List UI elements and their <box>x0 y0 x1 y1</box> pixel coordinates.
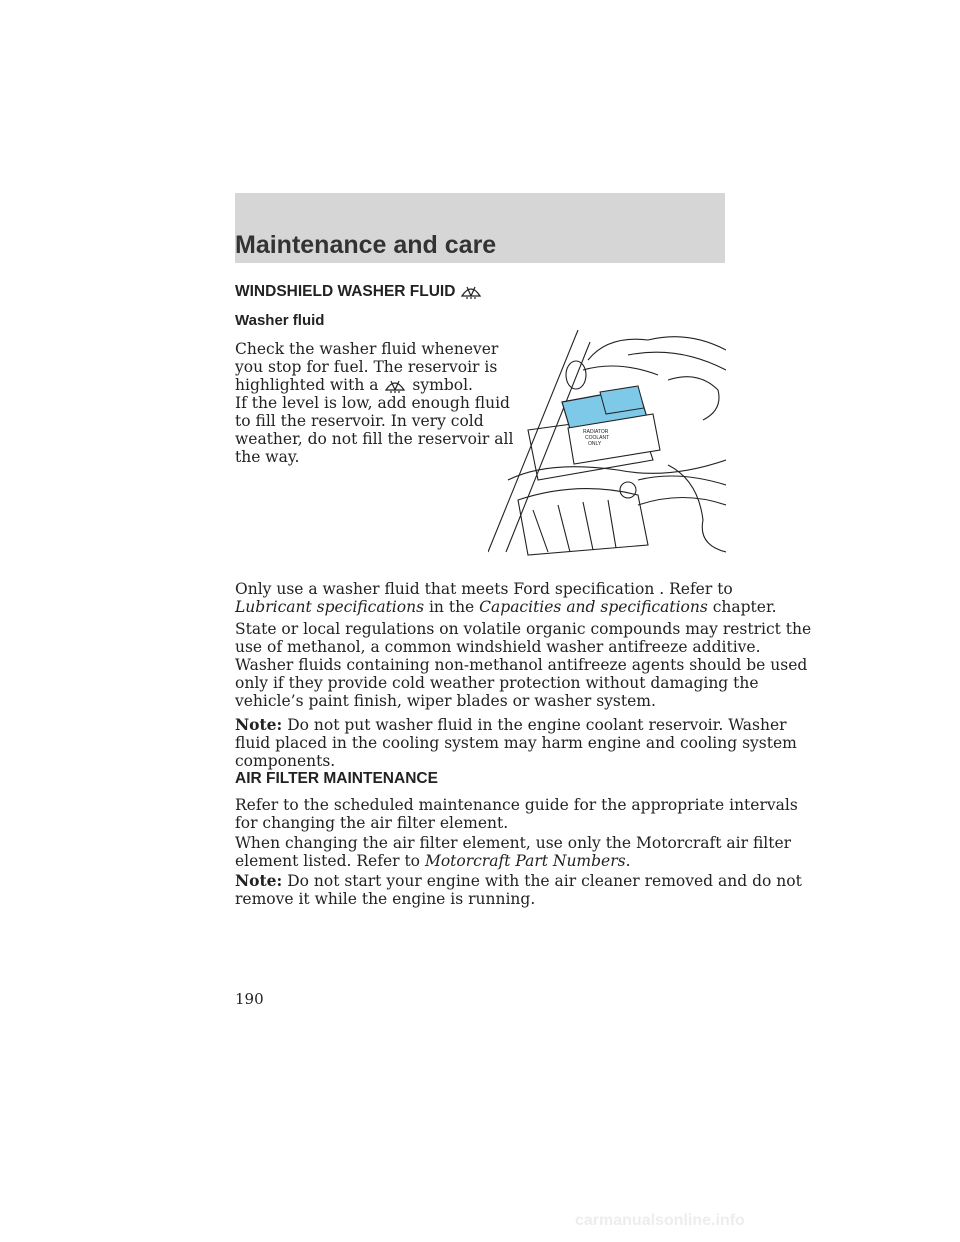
watermark: carmanualsonline.info <box>575 1212 745 1229</box>
paragraph-check-fluid: Check the washer fluid whenever you stop for fuel. The reservoir is highlighted with a symbol. <box>235 340 499 394</box>
radiator-label-3: ONLY <box>588 441 602 447</box>
note-air-cleaner: Note: Do not start your engine with the air cleaner removed and do not remove it while the engine is running. <box>235 871 802 908</box>
section-header-title: Maintenance and care <box>235 231 497 259</box>
washer-fluid-subheading: Washer fluid <box>235 312 325 329</box>
washer-fluid-heading: WINDSHIELD WASHER FLUID <box>235 282 482 301</box>
paragraph-level-low: If the level is low, add enough fluid to fill the reservoir. In very cold weather, do not fill the reservoir all the way. <box>235 394 514 466</box>
paragraph-air-filter-intervals: Refer to the scheduled maintenance guide for the appropriate intervals for changing the air filter element. <box>235 796 798 832</box>
radiator-label-1: RADIATOR <box>583 429 609 435</box>
washer-symbol-icon <box>383 376 407 394</box>
paragraph-ford-spec: Only use a washer fluid that meets Ford specification . Refer to Lubricant specifications in the Capacities and specifications chapter. <box>235 580 777 616</box>
note-coolant: Note: Do not put washer fluid in the engine coolant reservoir. Washer fluid placed in the cooling system may harm engine and cooling system components. <box>235 715 797 770</box>
washer-reservoir-illustration <box>488 330 726 558</box>
page-number: 190 <box>235 990 264 1008</box>
paragraph-motorcraft: When changing the air filter element, use only the Motorcraft air filter element listed. Refer to Motorcraft Part Numbers. <box>235 834 792 870</box>
air-filter-heading: AIR FILTER MAINTENANCE <box>235 770 438 787</box>
radiator-label-2: COOLANT <box>585 435 610 441</box>
windshield-washer-icon <box>460 282 482 300</box>
paragraph-regulations: State or local regulations on volatile organic compounds may restrict the use of methanol, a common windshield washer antifreeze additive. Washer fluids containing non-methanol antifreeze agents should be used only if they provide cold weather protection without damaging the vehicle’s paint finish, wiper blades or washer system. <box>235 620 812 710</box>
header-band <box>235 193 725 263</box>
